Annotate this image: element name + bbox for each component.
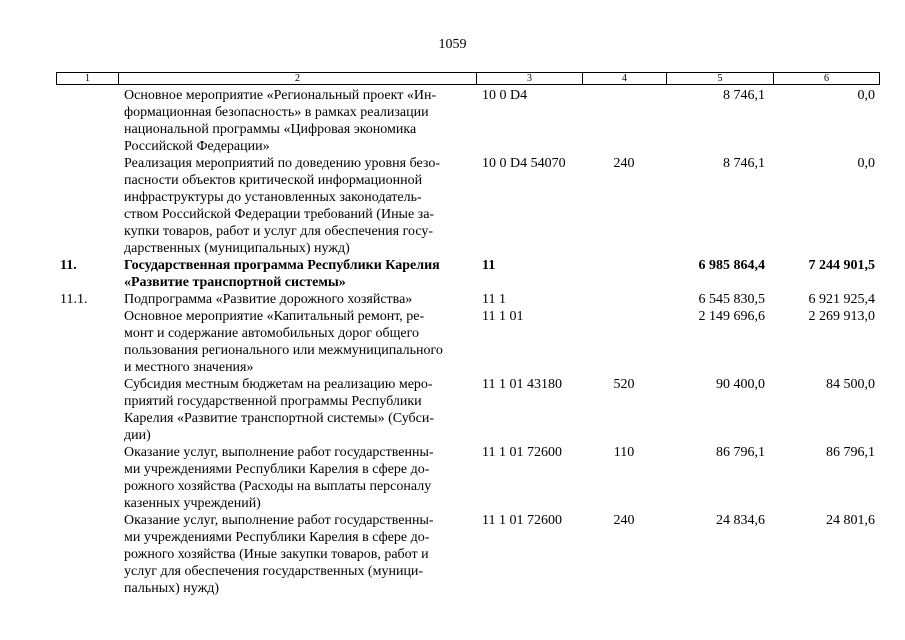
description-line: Подпрограмма «Развитие дорожного хозяйства» — [124, 292, 413, 307]
row-number — [56, 376, 118, 444]
row-value-col6: 84 500,0 — [826, 377, 875, 392]
row-value-col5: 6 985 864,4 — [698, 258, 765, 273]
description-line: «Развитие транспортной системы» — [124, 275, 346, 290]
row-description — [118, 291, 476, 308]
description-line: Реализация мероприятий по доведению уровня безо- — [124, 156, 440, 171]
row-value-col6: 24 801,6 — [826, 513, 875, 528]
row-value-col6: 0,0 — [857, 88, 875, 103]
row-code: 11 1 01 — [482, 309, 524, 324]
column-header-3: 3 — [477, 73, 583, 85]
row-expense-type: 240 — [613, 156, 635, 171]
row-description — [118, 308, 476, 376]
row-number — [56, 512, 118, 597]
description-line: Основное мероприятие «Капитальный ремонт, ре- — [124, 309, 425, 324]
table-row — [56, 308, 879, 376]
description-line: Российской Федерации» — [124, 139, 270, 154]
row-number — [56, 308, 118, 376]
row-number: 11.1. — [60, 292, 88, 307]
row-code: 10 0 D4 — [482, 88, 528, 103]
table-row — [56, 512, 879, 597]
budget-table — [56, 87, 879, 597]
description-line: Оказание услуг, выполнение работ государственны- — [124, 445, 434, 460]
budget-table-body — [56, 87, 879, 597]
row-description — [118, 444, 476, 512]
row-code: 11 1 — [482, 292, 506, 307]
row-number: 11. — [60, 258, 77, 273]
description-line: казенных учреждений) — [124, 496, 261, 511]
table-row — [56, 291, 879, 308]
row-code: 11 1 01 72600 — [482, 445, 562, 460]
description-line: Основное мероприятие «Региональный проект «Ин- — [124, 88, 437, 103]
row-value-col5: 8 746,1 — [723, 88, 765, 103]
row-description — [118, 512, 476, 597]
description-line: пользования регионального или межмуниципального — [124, 343, 443, 358]
row-value-col6: 6 921 925,4 — [808, 292, 875, 307]
column-header-4: 4 — [583, 73, 667, 85]
description-line: национальной программы «Цифровая экономика — [124, 122, 417, 137]
row-number — [56, 155, 118, 257]
row-value-col5: 6 545 830,5 — [698, 292, 765, 307]
table-row — [56, 376, 879, 444]
row-expense-type: 110 — [613, 445, 635, 460]
description-line: Государственная программа Республики Карелия — [124, 258, 440, 273]
row-code: 11 1 01 43180 — [482, 377, 562, 392]
row-number — [56, 87, 118, 155]
row-value-col6: 86 796,1 — [826, 445, 875, 460]
row-value-col6: 7 244 901,5 — [808, 258, 875, 273]
row-description — [118, 155, 476, 257]
row-expense-type: 240 — [613, 513, 635, 528]
description-line: ством Российской Федерации требований (Иные за- — [124, 207, 435, 222]
row-number — [56, 444, 118, 512]
description-line: Карелия «Развитие транспортной системы» (Субси- — [124, 411, 435, 426]
description-line: дии) — [124, 428, 151, 443]
description-line: Оказание услуг, выполнение работ государственны- — [124, 513, 434, 528]
table-row — [56, 444, 879, 512]
row-value-col5: 2 149 696,6 — [698, 309, 765, 324]
page-number: 1059 — [438, 37, 467, 52]
row-value-col6: 2 269 913,0 — [808, 309, 875, 324]
description-line: пасности объектов критической информационной — [124, 173, 423, 188]
row-code: 11 1 01 72600 — [482, 513, 562, 528]
table-row — [56, 87, 879, 155]
description-line: ми учреждениями Республики Карелия в сфере до- — [124, 462, 430, 477]
row-value-col6: 0,0 — [857, 156, 875, 171]
row-description — [118, 257, 476, 291]
description-line: дарственных (муниципальных) нужд) — [124, 241, 350, 256]
description-line: приятий государственной программы Республики — [124, 394, 422, 409]
row-expense-type — [582, 291, 666, 308]
column-header-2: 2 — [119, 73, 477, 85]
row-value-col5: 24 834,6 — [716, 513, 765, 528]
row-value-col5: 90 400,0 — [716, 377, 765, 392]
row-description — [118, 87, 476, 155]
table-row — [56, 257, 879, 291]
column-header-1: 1 — [57, 73, 119, 85]
row-expense-type — [582, 257, 666, 291]
row-expense-type — [582, 308, 666, 376]
column-header-5: 5 — [667, 73, 774, 85]
description-line: пальных) нужд) — [124, 581, 220, 596]
description-line: рожного хозяйства (Иные закупки товаров, работ и — [124, 547, 429, 562]
row-expense-type — [582, 87, 666, 155]
description-line: инфраструктуры до установленных законодатель- — [124, 190, 422, 205]
description-line: услуг для обеспечения государственных (муници- — [124, 564, 424, 579]
description-line: монт и содержание автомобильных дорог общего — [124, 326, 419, 341]
description-line: рожного хозяйства (Расходы на выплаты персоналу — [124, 479, 432, 494]
row-code: 10 0 D4 54070 — [482, 156, 566, 171]
description-line: Субсидия местным бюджетам на реализацию меро- — [124, 377, 433, 392]
description-line: ми учреждениями Республики Карелия в сфере до- — [124, 530, 430, 545]
description-line: и местного значения» — [124, 360, 254, 375]
row-expense-type: 520 — [613, 377, 635, 392]
row-value-col5: 8 746,1 — [723, 156, 765, 171]
column-header-table — [56, 72, 880, 85]
row-description — [118, 376, 476, 444]
description-line: формационная безопасность» в рамках реализации — [124, 105, 429, 120]
row-value-col5: 86 796,1 — [716, 445, 765, 460]
column-header-6: 6 — [774, 73, 880, 85]
row-code: 11 — [482, 258, 496, 273]
column-header-row — [57, 73, 880, 85]
table-row — [56, 155, 879, 257]
description-line: купки товаров, работ и услуг для обеспечения госу- — [124, 224, 434, 239]
